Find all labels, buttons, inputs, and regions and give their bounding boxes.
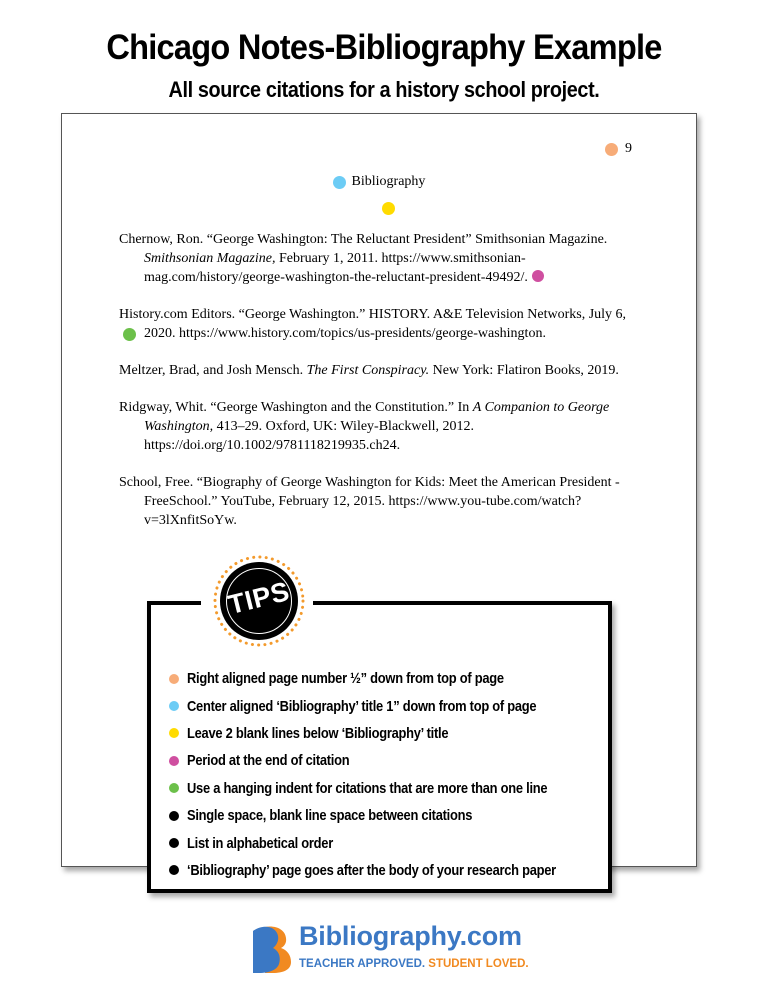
citation-author: Chernow, Ron. xyxy=(119,232,204,247)
citation-author: Meltzer, Brad, and Josh Mensch. xyxy=(119,363,304,378)
citation-meltzer xyxy=(119,361,629,380)
page-number xyxy=(605,141,632,157)
blue-bullet-icon xyxy=(169,701,179,711)
main-title: Chicago Notes-Bibliography Example xyxy=(106,28,662,67)
tip-text: ‘Bibliography’ page goes after the body of your research paper xyxy=(187,861,556,879)
logo-name: Bibliography.com xyxy=(299,921,522,951)
tip-item xyxy=(169,802,616,829)
black-bullet-icon xyxy=(169,811,179,821)
citation-list xyxy=(119,230,629,548)
black-bullet-icon xyxy=(169,865,179,875)
citation-text: February 1, 2011. https://www.smithsonian-mag.com/history/george-washington-the-reluctant-president-49492/. xyxy=(144,251,528,285)
orange-marker-icon xyxy=(605,143,618,156)
green-bullet-icon xyxy=(169,783,179,793)
citation-author: Ridgway, Whit. xyxy=(119,400,207,415)
magenta-marker-icon xyxy=(532,270,544,282)
citation-author: History.com Editors. xyxy=(119,307,236,322)
tip-text: Right aligned page number ½” down from top of page xyxy=(187,670,504,688)
tagline-part2: STUDENT LOVED. xyxy=(428,958,529,970)
tip-text: Center aligned ‘Bibliography’ title 1” down from top of page xyxy=(187,697,537,715)
tip-text: Single space, blank line space between citations xyxy=(187,807,473,825)
tip-item xyxy=(169,857,616,884)
tip-item xyxy=(169,692,616,719)
bibliography-title xyxy=(62,174,696,190)
tip-item xyxy=(169,775,616,802)
bibliography-title-text: Bibliography xyxy=(351,174,426,189)
tip-item xyxy=(169,665,616,692)
citation-history xyxy=(119,305,629,343)
citation-text: “George Washington and the Constitution.” In xyxy=(206,400,473,415)
tip-item xyxy=(169,720,616,747)
blue-marker-icon xyxy=(333,176,346,189)
bibliography-b-logo-icon xyxy=(251,923,293,973)
citation-text: “Biography of George Washington for Kids: Meet the American President - FreeSchool.” YouTube, February 12, 2015. https://www.you-tube.com/watch?v=3lXnfitSoYw. xyxy=(144,475,620,528)
magenta-bullet-icon xyxy=(169,756,179,766)
citation-italic: Smithsonian Magazine, xyxy=(144,251,276,266)
tip-item xyxy=(169,747,616,774)
yellow-marker-icon xyxy=(382,202,395,215)
citation-italic: The First Conspiracy. xyxy=(306,363,430,378)
tip-item xyxy=(169,829,616,856)
tip-text: Use a hanging indent for citations that are more than one line xyxy=(187,779,548,797)
tips-badge xyxy=(220,562,298,640)
tagline-part1: TEACHER APPROVED. xyxy=(299,958,426,970)
orange-bullet-icon xyxy=(169,674,179,684)
citation-text: New York: Flatiron Books, 2019. xyxy=(429,363,619,378)
logo-tagline xyxy=(299,958,529,970)
citation-text: “George Washington: The Reluctant President” Smithsonian Magazine. xyxy=(203,232,608,247)
citation-italic: A Companion to George Washington, xyxy=(144,400,610,434)
tips-list xyxy=(169,665,616,884)
yellow-bullet-icon xyxy=(169,728,179,738)
tip-text: Leave 2 blank lines below ‘Bibliography’ title xyxy=(187,724,449,742)
tip-text: Period at the end of citation xyxy=(187,752,350,770)
citation-text: 413–29. Oxford, UK: Wiley-Blackwell, 2012. https://doi.org/10.1002/9781118219935.ch24. xyxy=(144,419,474,453)
bibliography-logo xyxy=(251,919,529,975)
citation-chernow xyxy=(119,230,629,287)
citation-school xyxy=(119,473,629,530)
black-bullet-icon xyxy=(169,838,179,848)
subtitle: All source citations for a history school project. xyxy=(168,77,600,102)
citation-ridgway xyxy=(119,398,629,455)
citation-text: “George Washington.” HISTORY. A&E Television Networks, July 6, 2020. https://www.history.com/topics/us-presidents/george-washington. xyxy=(144,307,627,341)
tips-badge-label: TIPS xyxy=(225,575,293,621)
tip-text: List in alphabetical order xyxy=(187,834,333,852)
citation-author: School, Free. xyxy=(119,475,194,490)
page-number-value: 9 xyxy=(625,141,632,156)
green-marker-icon xyxy=(123,328,136,341)
